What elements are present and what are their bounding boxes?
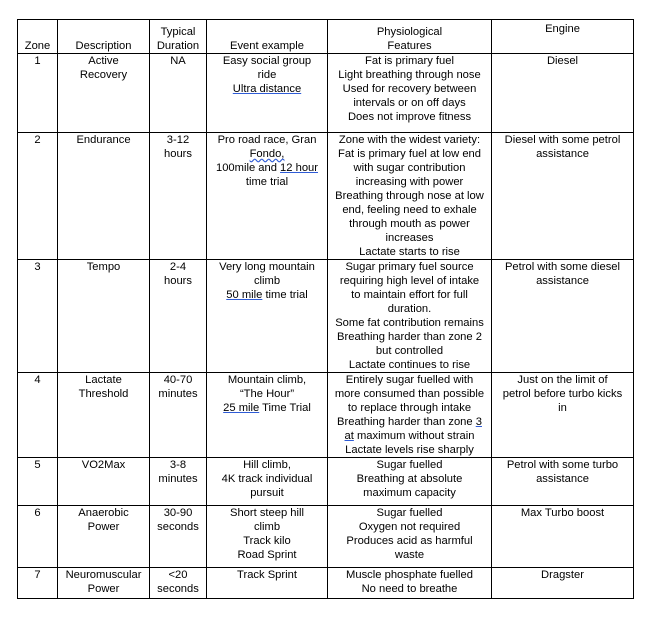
zone-description: Anaerobic Power — [58, 506, 150, 568]
header-zone: Zone — [18, 20, 58, 54]
zone-description: Lactate Threshold — [58, 373, 150, 458]
zone-physiology: Zone with the widest variety: Fat is primary fuel at low end with sugar contribution increasing with power Breathing through nose at low end, feeling need to exhale through mouth as power increases Lactate starts to rise — [328, 133, 492, 260]
table-row — [18, 506, 634, 568]
zone-engine: Petrol with some turbo assistance — [492, 458, 634, 506]
zone-engine: Dragster — [492, 568, 634, 599]
header-duration: Typical Duration — [150, 20, 207, 54]
zone-duration: 30-90 seconds — [150, 506, 207, 568]
zone-description: Active Recovery — [58, 54, 150, 133]
zone-number: 3 — [18, 260, 58, 373]
zone-description: VO2Max — [58, 458, 150, 506]
zone-description: Neuromuscular Power — [58, 568, 150, 599]
zone-duration: 3-12 hours — [150, 133, 207, 260]
zone-physiology: Entirely sugar fuelled with more consumed than possible to replace through intake Breathing harder than zone 3 at maximum without strain Lactate levels rise sharply — [328, 373, 492, 458]
header-row — [18, 20, 634, 54]
zone-duration: 2-4 hours — [150, 260, 207, 373]
zone-engine: Just on the limit of petrol before turbo kicks in — [492, 373, 634, 458]
zone-physiology: Sugar primary fuel source requiring high level of intake to maintain effort for full duration. Some fat contribution remains Breathing harder than zone 2 but controlled Lactate continues to rise — [328, 260, 492, 373]
table-row — [18, 458, 634, 506]
zone-engine: Diesel — [492, 54, 634, 133]
header-physiology: Physiological Features — [328, 20, 492, 54]
header-description: Description — [58, 20, 150, 54]
zone-duration: <20 seconds — [150, 568, 207, 599]
table-row — [18, 54, 634, 133]
zone-event: Pro road race, Gran Fondo, 100mile and 12 hour time trial — [207, 133, 328, 260]
zone-event: Hill climb, 4K track individual pursuit — [207, 458, 328, 506]
zone-event: Short steep hill climb Track kilo Road Sprint — [207, 506, 328, 568]
zone-description: Tempo — [58, 260, 150, 373]
zone-physiology: Sugar fuelled Oxygen not required Produces acid as harmful waste — [328, 506, 492, 568]
header-event: Event example — [207, 20, 328, 54]
zone-number: 4 — [18, 373, 58, 458]
zone-number: 7 — [18, 568, 58, 599]
table-row — [18, 568, 634, 599]
table-row — [18, 133, 634, 260]
zone-number: 6 — [18, 506, 58, 568]
zone-number: 1 — [18, 54, 58, 133]
zone-physiology: Sugar fuelled Breathing at absolute maximum capacity — [328, 458, 492, 506]
zone-duration: 3-8 minutes — [150, 458, 207, 506]
zone-duration: 40-70 minutes — [150, 373, 207, 458]
table-row — [18, 260, 634, 373]
zone-physiology: Fat is primary fuel Light breathing through nose Used for recovery between intervals or on off days Does not improve fitness — [328, 54, 492, 133]
training-zones-table — [17, 19, 634, 599]
zone-event: Easy social group ride Ultra distance — [207, 54, 328, 133]
table-row — [18, 373, 634, 458]
zone-duration: NA — [150, 54, 207, 133]
zone-event: Track Sprint — [207, 568, 328, 599]
zone-engine: Petrol with some diesel assistance — [492, 260, 634, 373]
header-engine: Engine — [492, 20, 634, 54]
zone-event: Very long mountain climb 50 mile time trial — [207, 260, 328, 373]
zone-description: Endurance — [58, 133, 150, 260]
zone-physiology: Muscle phosphate fuelled No need to breathe — [328, 568, 492, 599]
zone-number: 5 — [18, 458, 58, 506]
zone-number: 2 — [18, 133, 58, 260]
zone-event: Mountain climb, “The Hour” 25 mile Time Trial — [207, 373, 328, 458]
zone-engine: Diesel with some petrol assistance — [492, 133, 634, 260]
zone-engine: Max Turbo boost — [492, 506, 634, 568]
